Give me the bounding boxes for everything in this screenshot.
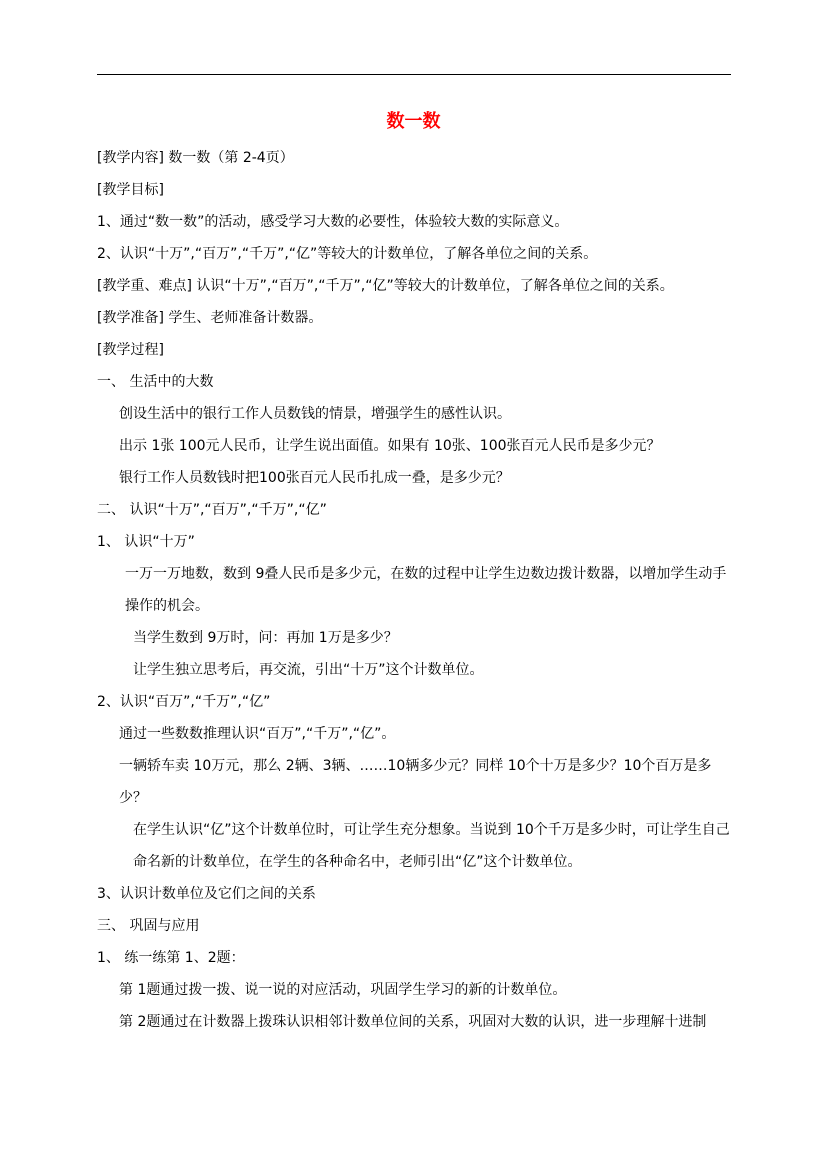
document-body	[97, 148, 735, 1044]
subsection-heading-2-1: 1、 认识“十万”	[97, 534, 195, 550]
paragraph-objective-1: 1、通过“数一数”的活动，感受学习大数的必要性，体验较大数的实际意义。	[97, 214, 569, 230]
paragraph-count-by-ten-thousand: 一万一万地数，数到 9叠人民币是多少元，在数的过程中让学生边数边拨计数器，以增加学生动手操作的机会。	[125, 566, 727, 614]
subsection-heading-2-3: 3、认识计数单位及它们之间的关系	[97, 886, 316, 902]
paragraph-key-points: [教学重、难点] 认识“十万”,“百万”,“千万”,“亿”等较大的计数单位，了解各单位之间的关系。	[97, 278, 674, 294]
paragraph-scenario: 创设生活中的银行工作人员数钱的情景，增强学生的感性认识。	[119, 406, 511, 422]
paragraph-introduce-shiwan: 让学生独立思考后，再交流，引出“十万”这个计数单位。	[133, 662, 484, 678]
paragraph-bundle: 银行工作人员数钱时把100张百元人民币扎成一叠，是多少元？	[119, 470, 510, 486]
paragraph-reasoning: 通过一些数数推理认识“百万”,“千万”,“亿”。	[119, 726, 396, 742]
page-title: 数一数	[386, 111, 441, 132]
paragraph-car-example: 一辆轿车卖 10万元，那么 2辆、3辆、……10辆多少元？同样 10个十万是多少？10个百万是多少？	[119, 758, 712, 806]
paragraph-nine-ten-thousand: 当学生数到 9万时，问：再加 1万是多少？	[133, 630, 398, 646]
paragraph-objectives-heading: [教学目标]	[97, 182, 164, 198]
subsection-heading-3-1: 1、 练一练第 1、2题：	[97, 950, 245, 966]
paragraph-teaching-content: [教学内容] 数一数（第 2-4页）	[97, 150, 294, 166]
section-heading-2: 二、 认识“十万”,“百万”,“千万”,“亿”	[97, 502, 327, 518]
paragraph-preparation: [教学准备] 学生、老师准备计数器。	[97, 310, 323, 326]
subsection-heading-2-2: 2、认识“百万”,“千万”,“亿”	[97, 694, 271, 710]
paragraph-objective-2: 2、认识“十万”,“百万”,“千万”,“亿”等较大的计数单位，了解各单位之间的关系。	[97, 246, 598, 262]
section-heading-3: 三、 巩固与应用	[97, 918, 200, 934]
paragraph-exercise-2: 第 2题通过在计数器上拨珠认识相邻计数单位间的关系，巩固对大数的认识，进一步理解十进制	[119, 1014, 707, 1030]
paragraph-exercise-1: 第 1题通过拨一拨、说一说的对应活动，巩固学生学习的新的计数单位。	[119, 982, 567, 998]
paragraph-show-money: 出示 1张 100元人民币，让学生说出面值。如果有 10张、100张百元人民币是多少元？	[119, 438, 661, 454]
header-rule	[97, 74, 731, 75]
section-heading-1: 一、 生活中的大数	[97, 374, 214, 390]
paragraph-introduce-yi: 在学生认识“亿”这个计数单位时，可让学生充分想象。当说到 10个千万是多少时，可让学生自己命名新的计数单位，在学生的各种命名中，老师引出“亿”这个计数单位。	[133, 822, 730, 870]
paragraph-process-heading: [教学过程]	[97, 342, 164, 358]
